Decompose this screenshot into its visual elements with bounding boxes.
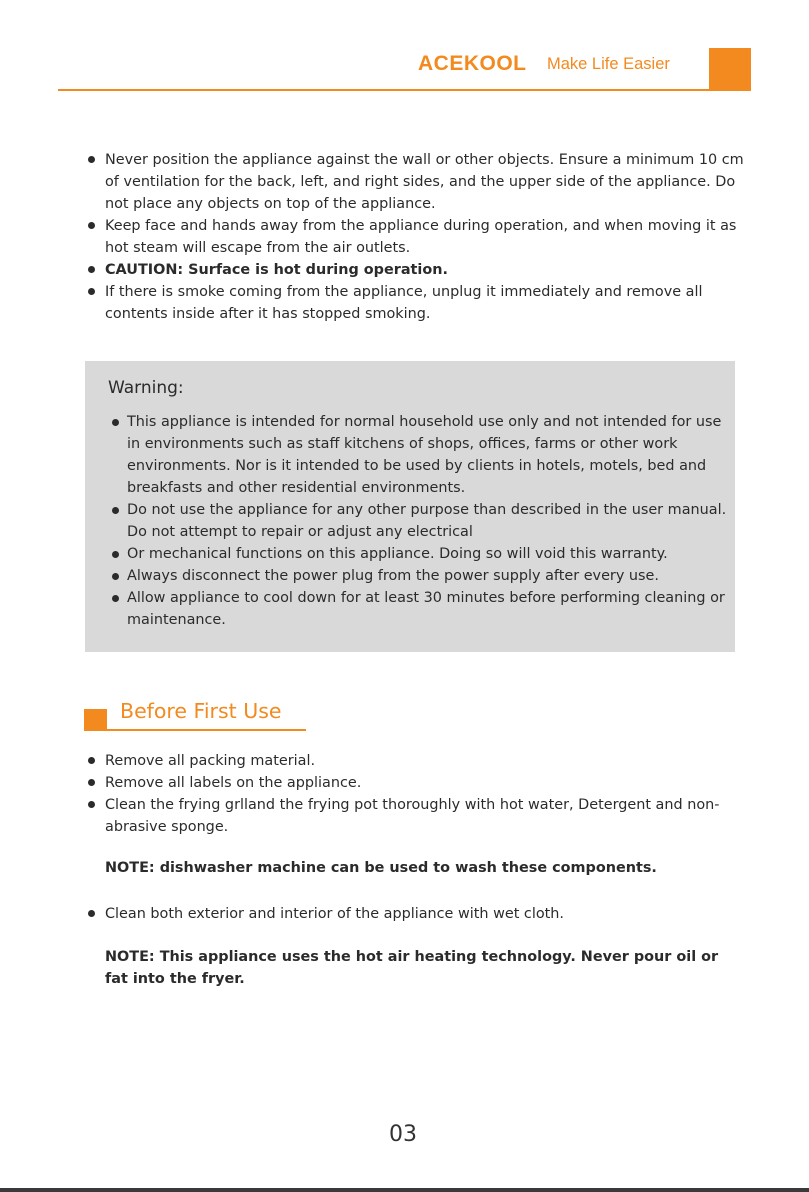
before-first-use-list-2: [105, 903, 745, 925]
bullet-icon: [112, 573, 119, 580]
bullet-icon: [88, 222, 95, 229]
bullet-icon: [88, 779, 95, 786]
section-marker: [84, 709, 107, 730]
bottom-border: [0, 1188, 809, 1192]
list-item: [105, 259, 745, 281]
brand-square: [709, 48, 751, 90]
bullet-icon: [88, 757, 95, 764]
list-item-text: Always disconnect the power plug from the power supply after every use.: [127, 568, 659, 584]
header-divider: [58, 89, 751, 91]
bullet-icon: [112, 419, 119, 426]
list-item: [105, 772, 745, 794]
bullet-icon: [112, 551, 119, 558]
list-item-text: Clean both exterior and interior of the appliance with wet cloth.: [105, 906, 564, 922]
bullet-icon: [112, 595, 119, 602]
list-item-text: Remove all packing material.: [105, 753, 316, 769]
list-item: [105, 281, 745, 325]
list-item-text: Remove all labels on the appliance.: [105, 775, 362, 791]
list-item-text: Never position the appliance against the wall or other objects. Ensure a minimum 10 cm of ventilation for the back, left, and right sides, and the upper side of the appliance. Do not place any objects on top of the appliance.: [105, 152, 744, 212]
list-item-text: This appliance is intended for normal household use only and not intended for use in environments such as staff kitchens of shops, offices, farms or other work environments. Nor is it intended to be used by clients in hotels, motels, bed and breakfasts and other residential environments.: [127, 414, 722, 496]
warning-title: Warning:: [108, 378, 184, 398]
bullet-icon: [88, 801, 95, 808]
bullet-icon: [112, 507, 119, 514]
list-item-text: Do not use the appliance for any other purpose than described in the user manual. Do not attempt to repair or adjust any electrical: [127, 502, 727, 540]
bullet-icon: [88, 156, 95, 163]
list-item: [105, 149, 745, 215]
warning-list: [127, 411, 727, 631]
bullet-icon: [88, 910, 95, 917]
list-item: [105, 794, 745, 838]
brand-logo: ACEKOOL: [418, 52, 527, 75]
list-item-text: Keep face and hands away from the appliance during operation, and when moving it as hot steam will escape from the air outlets.: [105, 218, 737, 256]
list-item: [127, 587, 727, 631]
caution-text: CAUTION: Surface is hot during operation.: [105, 262, 448, 278]
bullet-icon: [88, 288, 95, 295]
list-item: [127, 543, 727, 565]
before-first-use-list: [105, 750, 745, 838]
section-underline: [84, 729, 306, 731]
page-number: 03: [389, 1122, 417, 1147]
note-hot-air: NOTE: This appliance uses the hot air heating technology. Never pour oil or fat into the fryer.: [105, 949, 719, 987]
safety-list: [105, 149, 745, 325]
brand-tagline: Make Life Easier: [547, 55, 670, 73]
list-item-text: Allow appliance to cool down for at least 30 minutes before performing cleaning or maintenance.: [127, 590, 725, 628]
list-item-text: If there is smoke coming from the appliance, unplug it immediately and remove all contents inside after it has stopped smoking.: [105, 284, 703, 322]
list-item: [127, 565, 727, 587]
list-item: [105, 750, 745, 772]
list-item: [105, 903, 745, 925]
list-item: [105, 215, 745, 259]
bullet-icon: [88, 266, 95, 273]
list-item-text: Clean the frying grlland the frying pot thoroughly with hot water, Detergent and non-abrasive sponge.: [105, 797, 720, 835]
note-dishwasher: NOTE: dishwasher machine can be used to wash these components.: [105, 860, 657, 876]
list-item-text: Or mechanical functions on this appliance. Doing so will void this warranty.: [127, 546, 668, 562]
section-title: Before First Use: [120, 699, 282, 723]
list-item: [127, 411, 727, 499]
list-item: [127, 499, 727, 543]
